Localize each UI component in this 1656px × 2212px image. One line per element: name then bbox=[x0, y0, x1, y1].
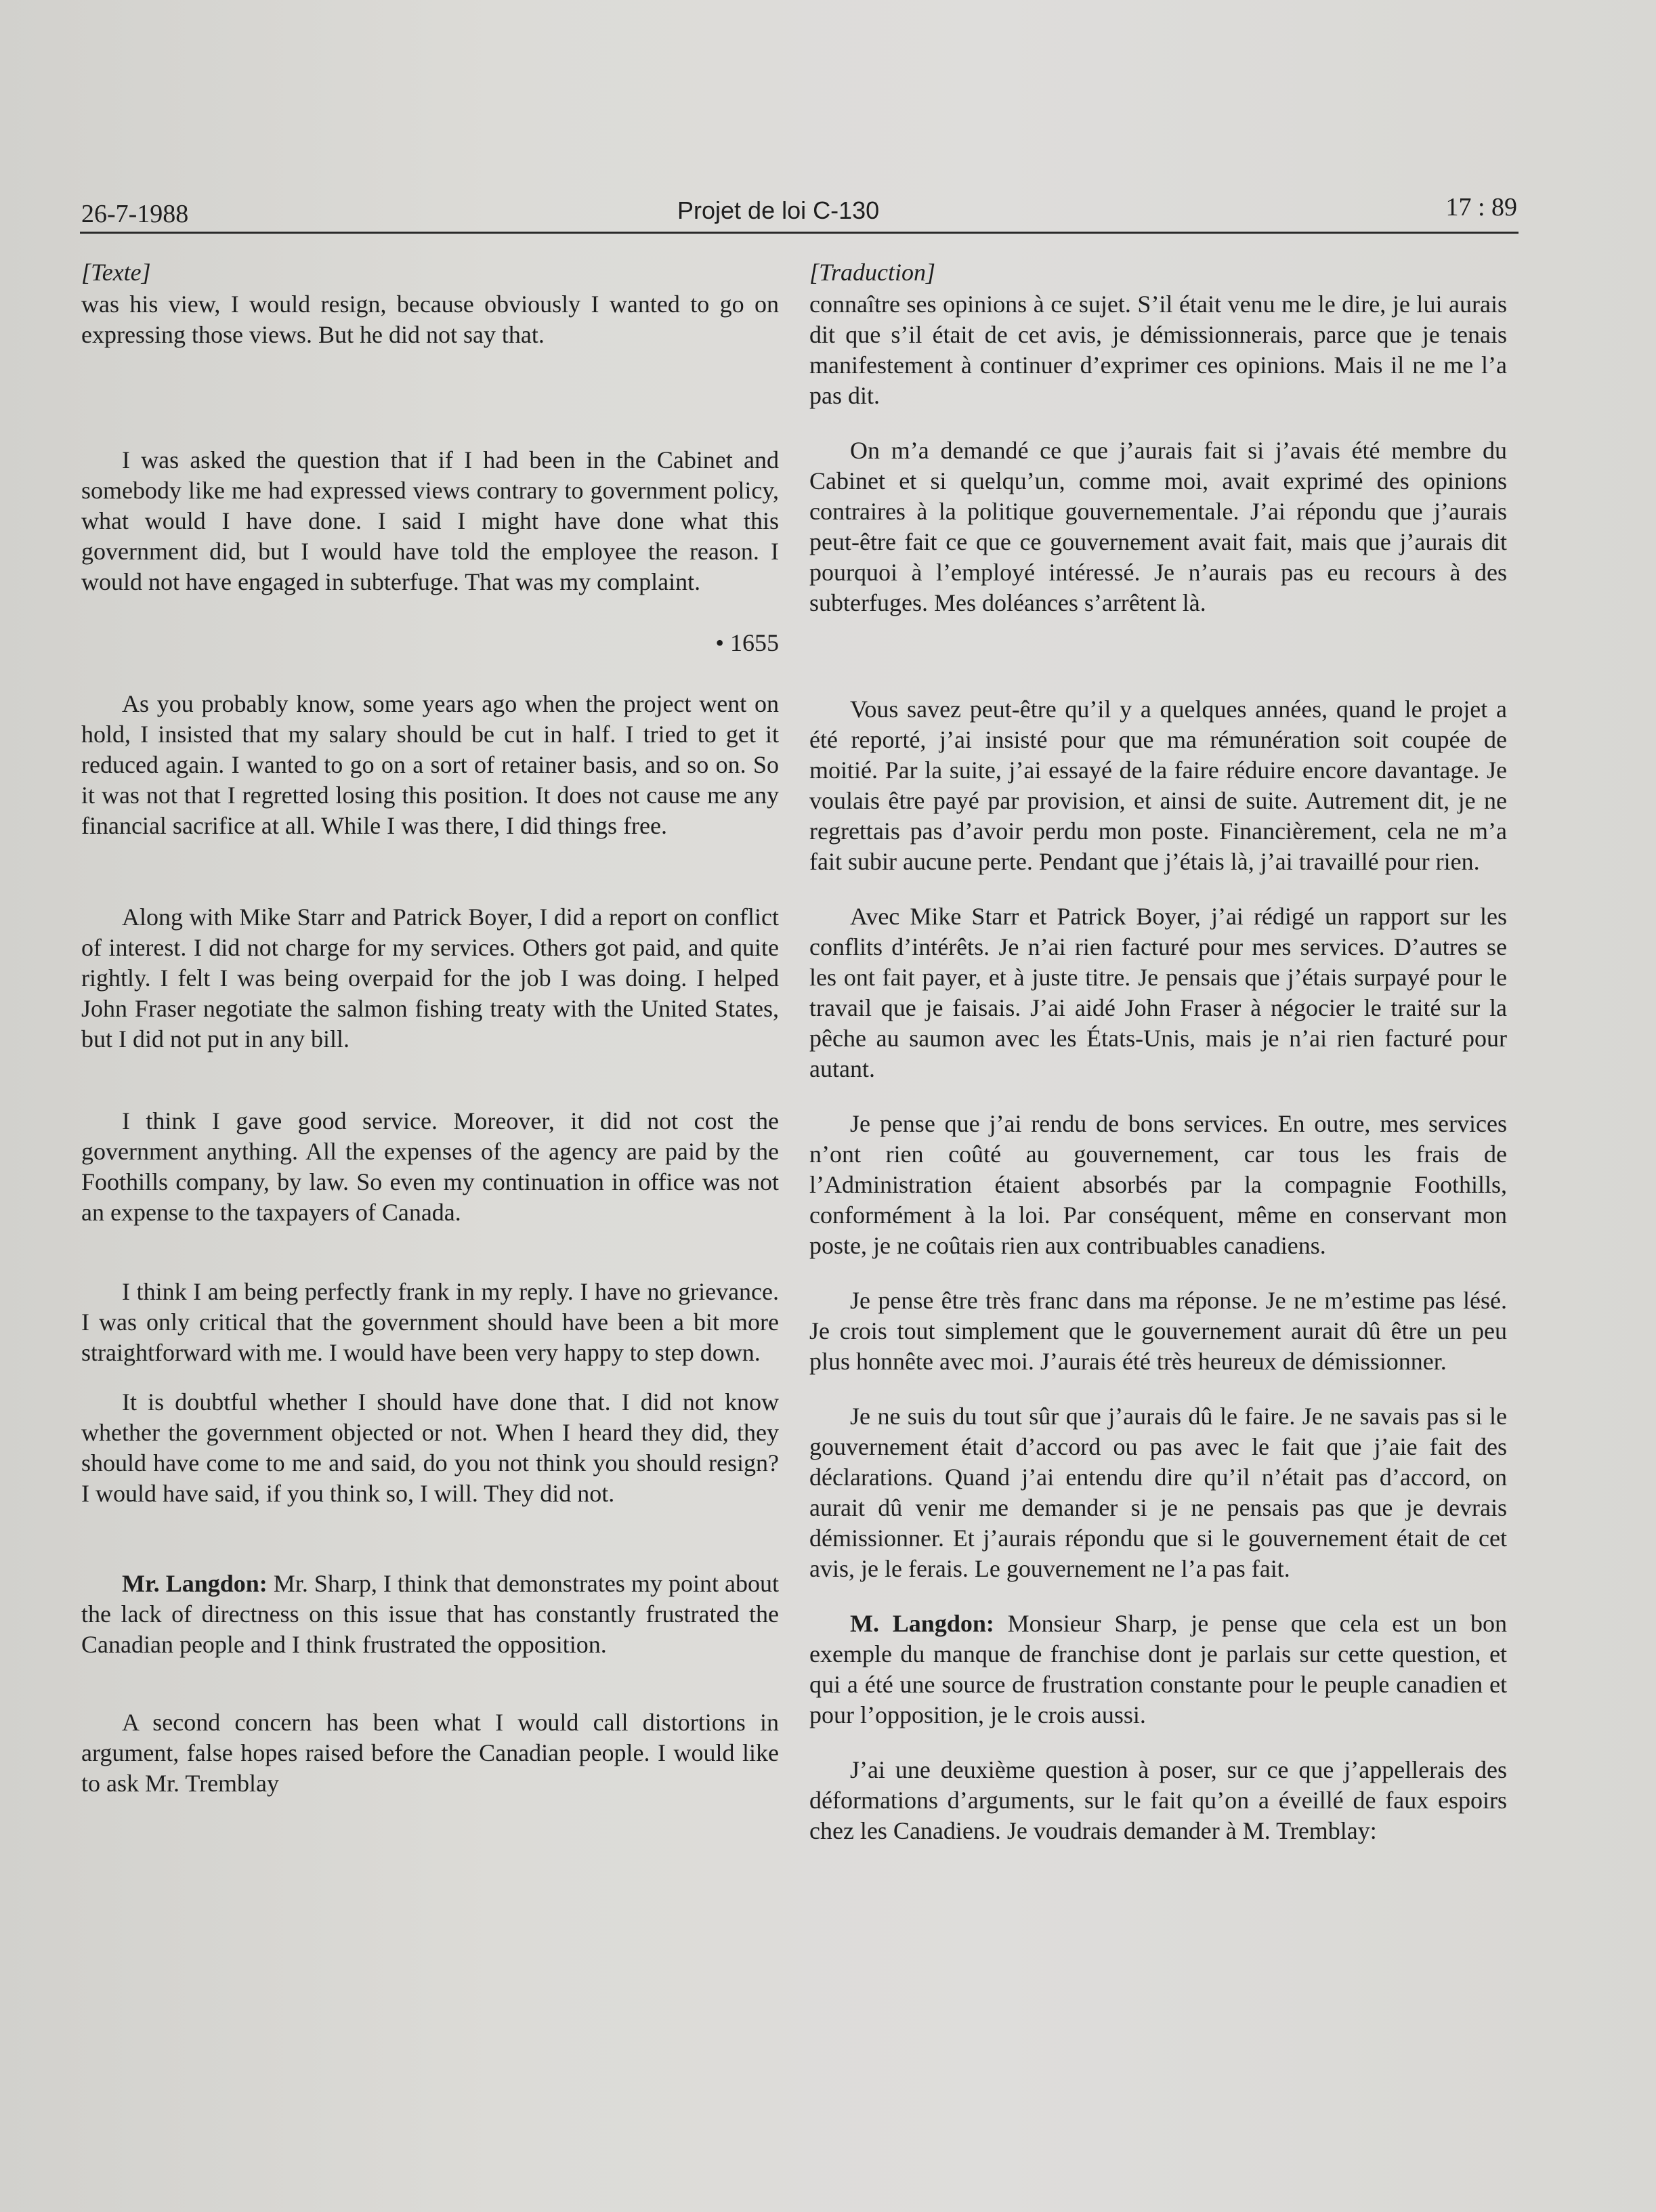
header-rule bbox=[80, 232, 1519, 234]
header-title: Projet de loi C-130 bbox=[677, 196, 880, 224]
speaker-name: M. Langdon: bbox=[850, 1610, 994, 1637]
paragraph: As you probably know, some years ago when the project went on hold, I insisted that my salary should be cut in half. I tried to get it reduced again. I wanted to go on a sort of retainer basis, and so on. So it was not that I regretted losing this position. It does not cause me any financial sacrifice at all. While I was there, I did things free. bbox=[81, 690, 779, 839]
paragraph: Je pense que j’ai rendu de bons services. En outre, mes services n’ont rien coûté au gouvernement, car tous les frais de l’Administration étaient absorbés par la compagnie Foothills, conformément à la loi. Par conséquent, même en conservant mon poste, je ne coûtais rien aux contribuables canadiens. bbox=[809, 1110, 1507, 1259]
french-column bbox=[809, 257, 1507, 1846]
paragraph: It is doubtful whether I should have done that. I did not know whether the government objected or not. When I heard they did, they should have come to me and said, do you not think you should resign? I would have said, if you think so, I will. They did not. bbox=[81, 1388, 779, 1507]
header-date: 26-7-1988 bbox=[81, 200, 189, 228]
header-page-number: 17 : 89 bbox=[1445, 193, 1517, 221]
paragraph: was his view, I would resign, because obviously I wanted to go on expressing those views. But he did not say that. bbox=[81, 291, 779, 348]
paragraph: J’ai une deuxième question à poser, sur ce que j’appellerais des déformations d’arguments, sur le fait qu’on a éveillé de faux espoirs chez les Canadiens. Je voudrais demander à M. Tremblay: bbox=[809, 1756, 1507, 1844]
text-tag: [Texte] bbox=[81, 259, 151, 286]
speaker-name: Mr. Langdon: bbox=[122, 1570, 268, 1597]
paragraph: Je pense être très franc dans ma réponse. Je ne m’estime pas lésé. Je crois tout simplement que le gouvernement aurait dû être un peu plus honnête avec moi. J’aurais été très heureux de démissionner. bbox=[809, 1287, 1507, 1375]
paragraph: connaître ses opinions à ce sujet. S’il était venu me le dire, je lui aurais dit que s’il était de cet avis, je démissionnerais, parce que je tenais manifestement à continuer d’exprimer ces opinions. Mais il ne me l’a pas dit. bbox=[809, 291, 1507, 409]
paragraph: A second concern has been what I would call distortions in argument, false hopes raised before the Canadian people. I would like to ask Mr. Tremblay bbox=[81, 1709, 779, 1797]
translation-tag: [Traduction] bbox=[809, 259, 936, 286]
paragraph: I think I am being perfectly frank in my reply. I have no grievance. I was only critical that the government should have been a bit more straightforward with me. I would have been very happy to step down. bbox=[81, 1278, 779, 1366]
page-header bbox=[81, 183, 1517, 237]
paragraph: I was asked the question that if I had been in the Cabinet and somebody like me had expressed views contrary to government policy, what would I have done. I said I might have done what this government did, but I would have told the employee the reason. I would not have engaged in subterfuge. That was my complaint. bbox=[81, 446, 779, 595]
paragraph: Je ne suis du tout sûr que j’aurais dû le faire. Je ne savais pas si le gouvernement était d’accord ou pas avec le fait que j’aie fait des déclarations. Quand j’ai entendu dire qu’il n’était pas d’accord, on aurait dû venir me demander si je ne pensais pas que je devrais démissionner. Et j’aurais répondu que si le gouvernement était de cet avis, je le ferais. Le gouvernement ne l’a pas fait. bbox=[809, 1403, 1507, 1582]
paragraph bbox=[81, 1569, 779, 1660]
paragraph bbox=[809, 1609, 1507, 1730]
paragraph: Along with Mike Starr and Patrick Boyer, I did a report on conflict of interest. I did not charge for my services. Others got paid, and quite rightly. I felt I was being overpaid for the job I was doing. I helped John Fraser negotiate the salmon fishing treaty with the United States, but I did not put in any bill. bbox=[81, 903, 779, 1052]
speech-text: Monsieur Sharp, je pense que cela est un bon exemple du manque de franchise dont je parlais sur cette question, et qui a été une source de frustration constante pour le peuple canadien et pour l’opposition, je le crois aussi. bbox=[809, 1610, 1507, 1728]
paragraph: I think I gave good service. Moreover, it did not cost the government anything. All the expenses of the agency are paid by the Foothills company, by law. So even my continuation in office was not an expense to the taxpayers of Canada. bbox=[81, 1107, 779, 1226]
speech-text: Mr. Sharp, I think that demonstrates my point about the lack of directness on this issue that has constantly frustrated the Canadian people and I think frustrated the opposition. bbox=[81, 1570, 779, 1658]
paragraph: Avec Mike Starr et Patrick Boyer, j’ai rédigé un rapport sur les conflits d’intérêts. Je n’ai rien facturé pour mes services. D’autres se les ont fait payer, et à juste titre. Je pensais que j’étais surpayé pour le travail que je faisais. J’ai aidé John Fraser à négocier le traité sur la pêche au saumon avec les États-Unis, mais je n’ai rien facturé pour autant. bbox=[809, 903, 1507, 1082]
timestamp: • 1655 bbox=[715, 629, 779, 656]
english-column bbox=[81, 257, 779, 1799]
paragraph: On m’a demandé ce que j’aurais fait si j’avais été membre du Cabinet et si quelqu’un, comme moi, avait exprimé des opinions contraires à la politique gouvernementale. J’ai répondu que j’aurais peut-être fait ce que ce gouvernement avait fait, mais que j’aurais dit pourquoi à l’employé intéressé. Je n’aurais pas eu recours à des subterfuges. Mes doléances s’arrêtent là. bbox=[809, 437, 1507, 616]
paragraph: Vous savez peut-être qu’il y a quelques années, quand le projet a été reporté, j’ai insisté pour que ma rémunération soit coupée de moitié. Par la suite, j’ai essayé de la faire réduire encore davantage. Je voulais être payé par provision, et ainsi de suite. Autrement dit, je ne regrettais pas d’avoir perdu mon poste. Financièrement, cela ne m’a fait subir aucune perte. Pendant que j’étais là, j’ai travaillé pour rien. bbox=[809, 696, 1507, 875]
